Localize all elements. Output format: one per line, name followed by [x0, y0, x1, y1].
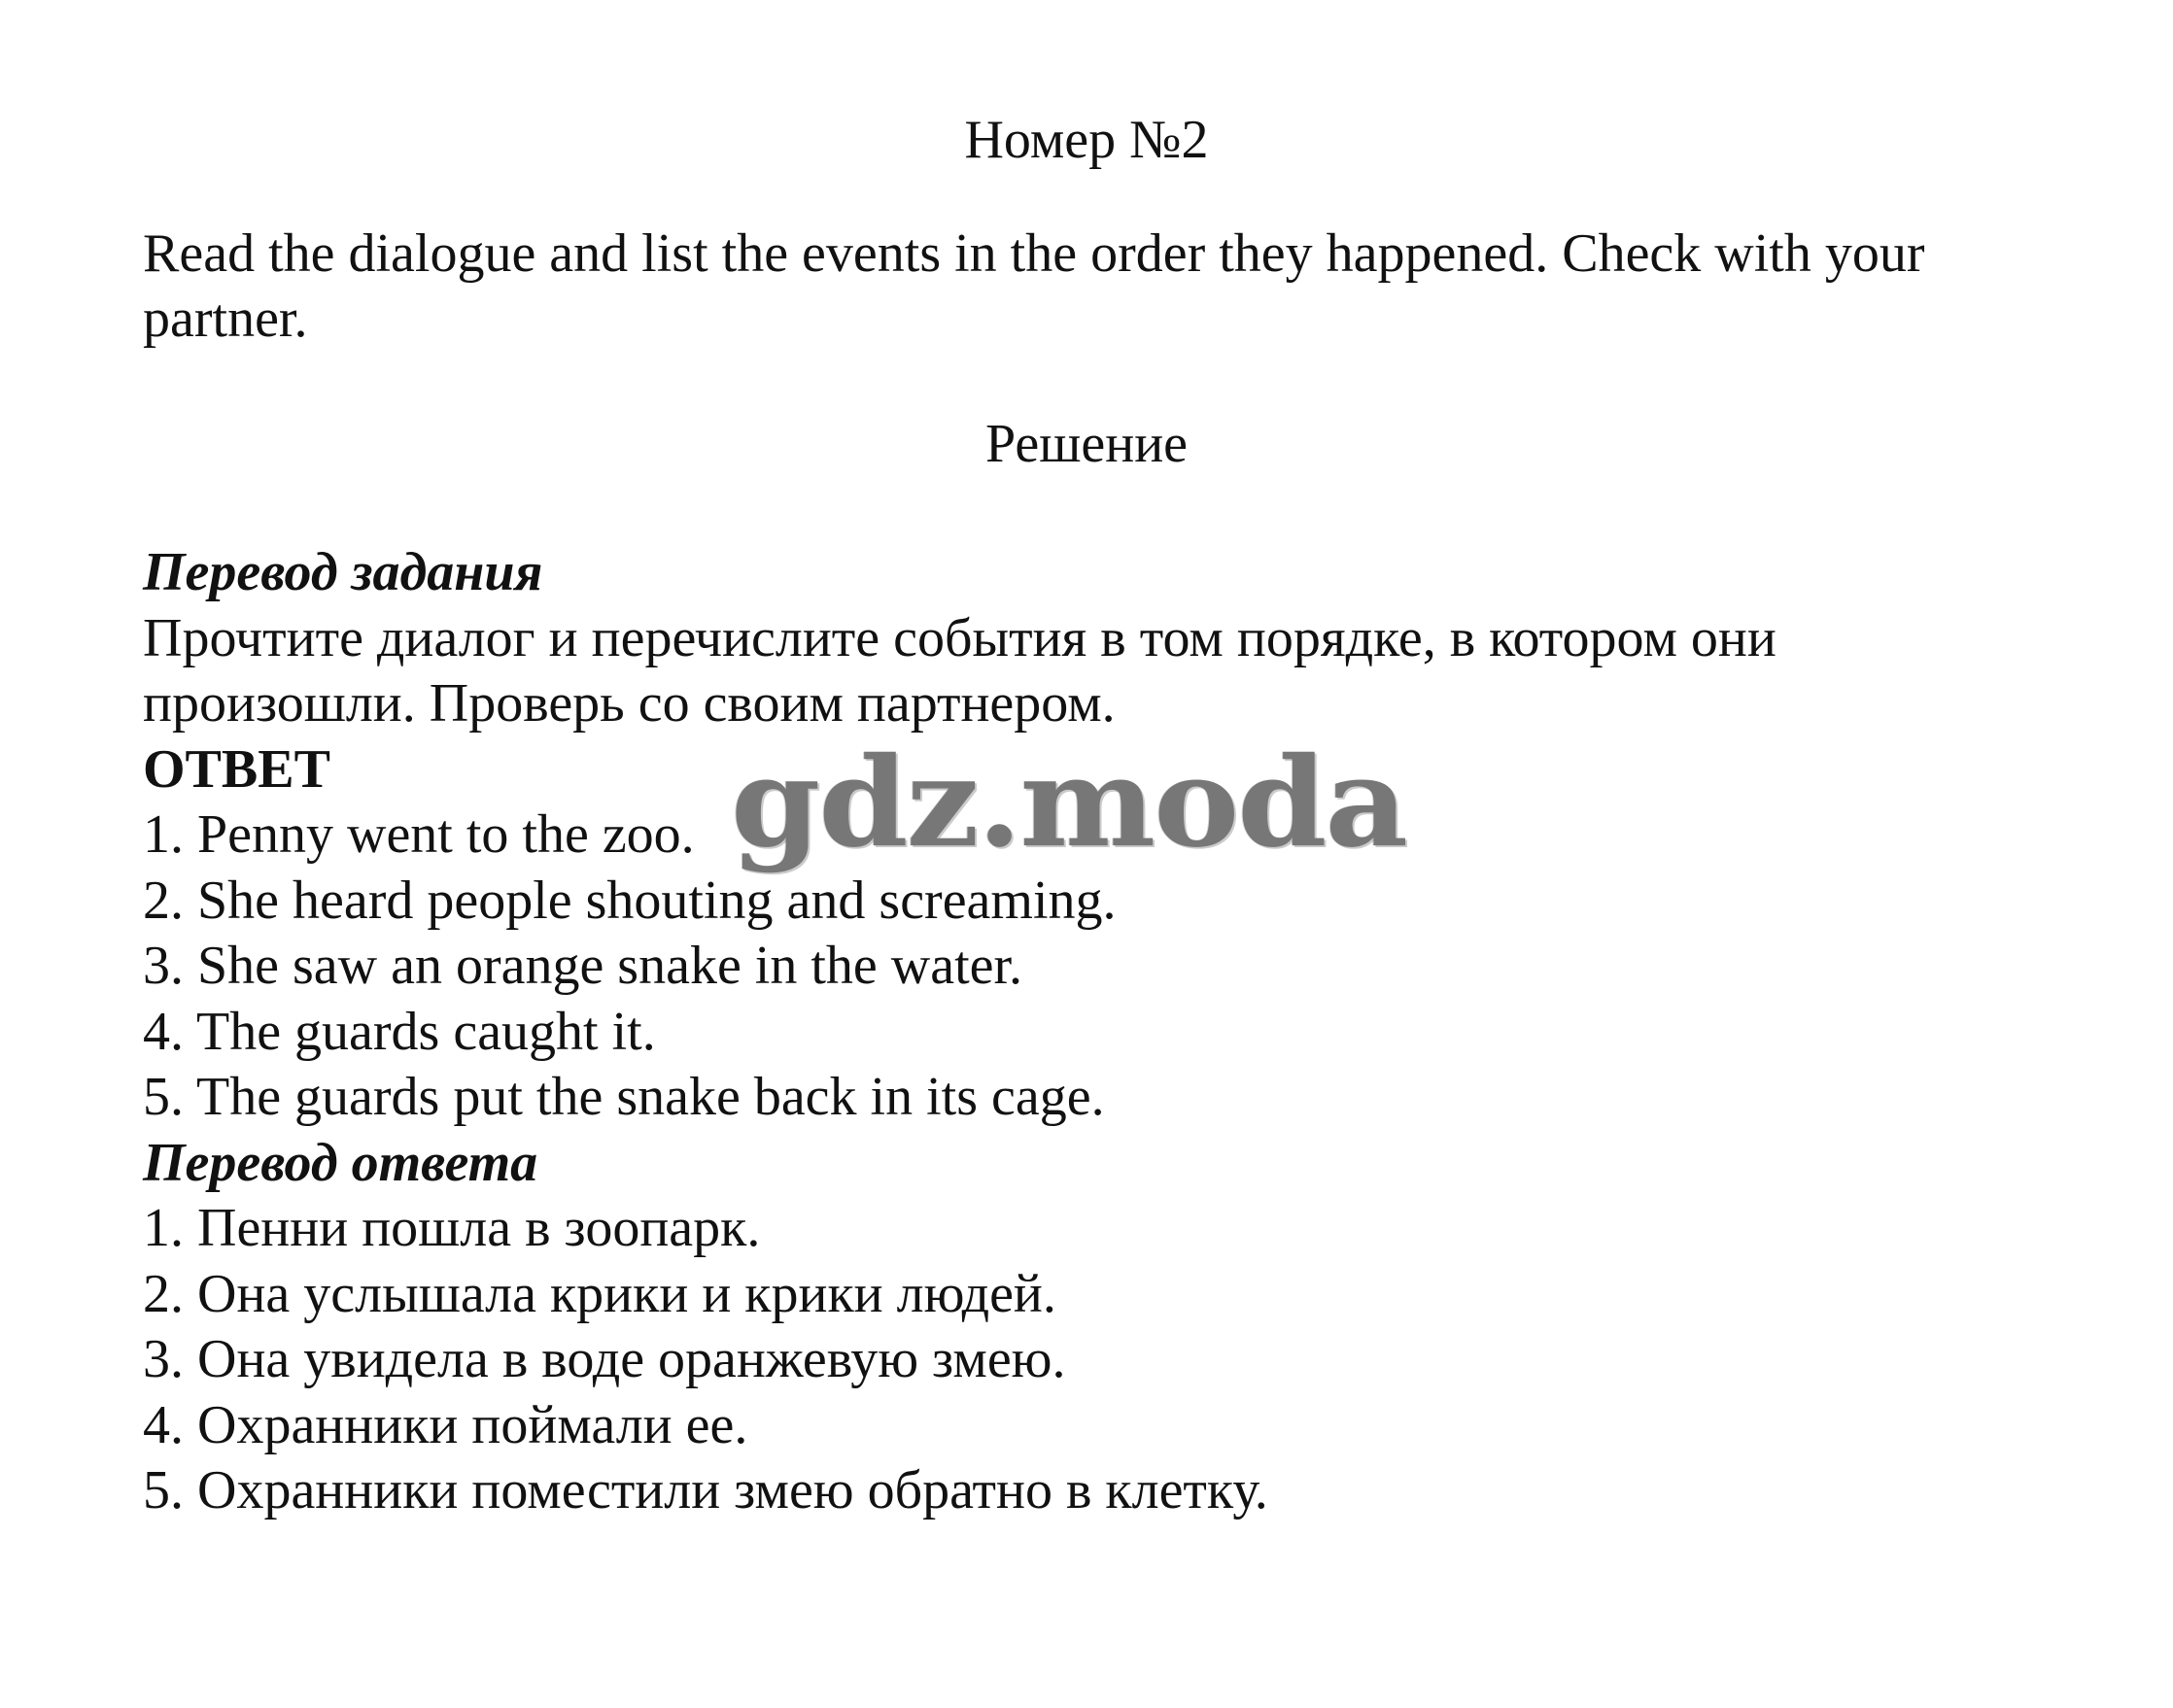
answer-translation-list: [143, 1196, 2038, 1524]
answer-list: [143, 803, 2038, 1131]
answer-item: 1. Penny went to the zoo.: [143, 804, 695, 865]
translation-item: 2. Она услышала крики и крики людей.: [143, 1263, 1056, 1324]
task-text: Read the dialogue and list the events in the order they happened. Check with your partner.: [143, 223, 1925, 349]
solution-label: Решение: [984, 414, 1189, 474]
translation-item: 1. Пенни пошла в зоопарк.: [143, 1198, 761, 1258]
answer-item: 2. She heard people shouting and screaming.: [143, 870, 1117, 931]
watermark-logo: gdz.moda: [731, 731, 1407, 875]
translation-item: 3. Она увидела в воде оранжевую змею.: [143, 1329, 1066, 1389]
answer-item: 5. The guards put the snake back in its cage.: [143, 1067, 1105, 1127]
task-translation-text: Прочтите диалог и перечислите события в том порядке, в котором они произошли. Проверь со своим партнером.: [143, 607, 1776, 734]
translation-item: 5. Охранники поместили змею обратно в клетку.: [143, 1460, 1268, 1520]
solution-body: [143, 540, 2038, 1524]
answer-translation-heading: Перевод ответа: [143, 1132, 538, 1193]
answer-item: 3. She saw an orange snake in the water.: [143, 936, 1023, 996]
translation-item: 4. Охранники поймали ее.: [143, 1394, 748, 1455]
answer-item: 4. The guards caught it.: [143, 1001, 656, 1062]
answer-heading: ОТВЕТ: [143, 738, 330, 800]
task-translation-heading: Перевод задания: [143, 542, 543, 602]
page-title: Номер №2: [964, 110, 1209, 170]
